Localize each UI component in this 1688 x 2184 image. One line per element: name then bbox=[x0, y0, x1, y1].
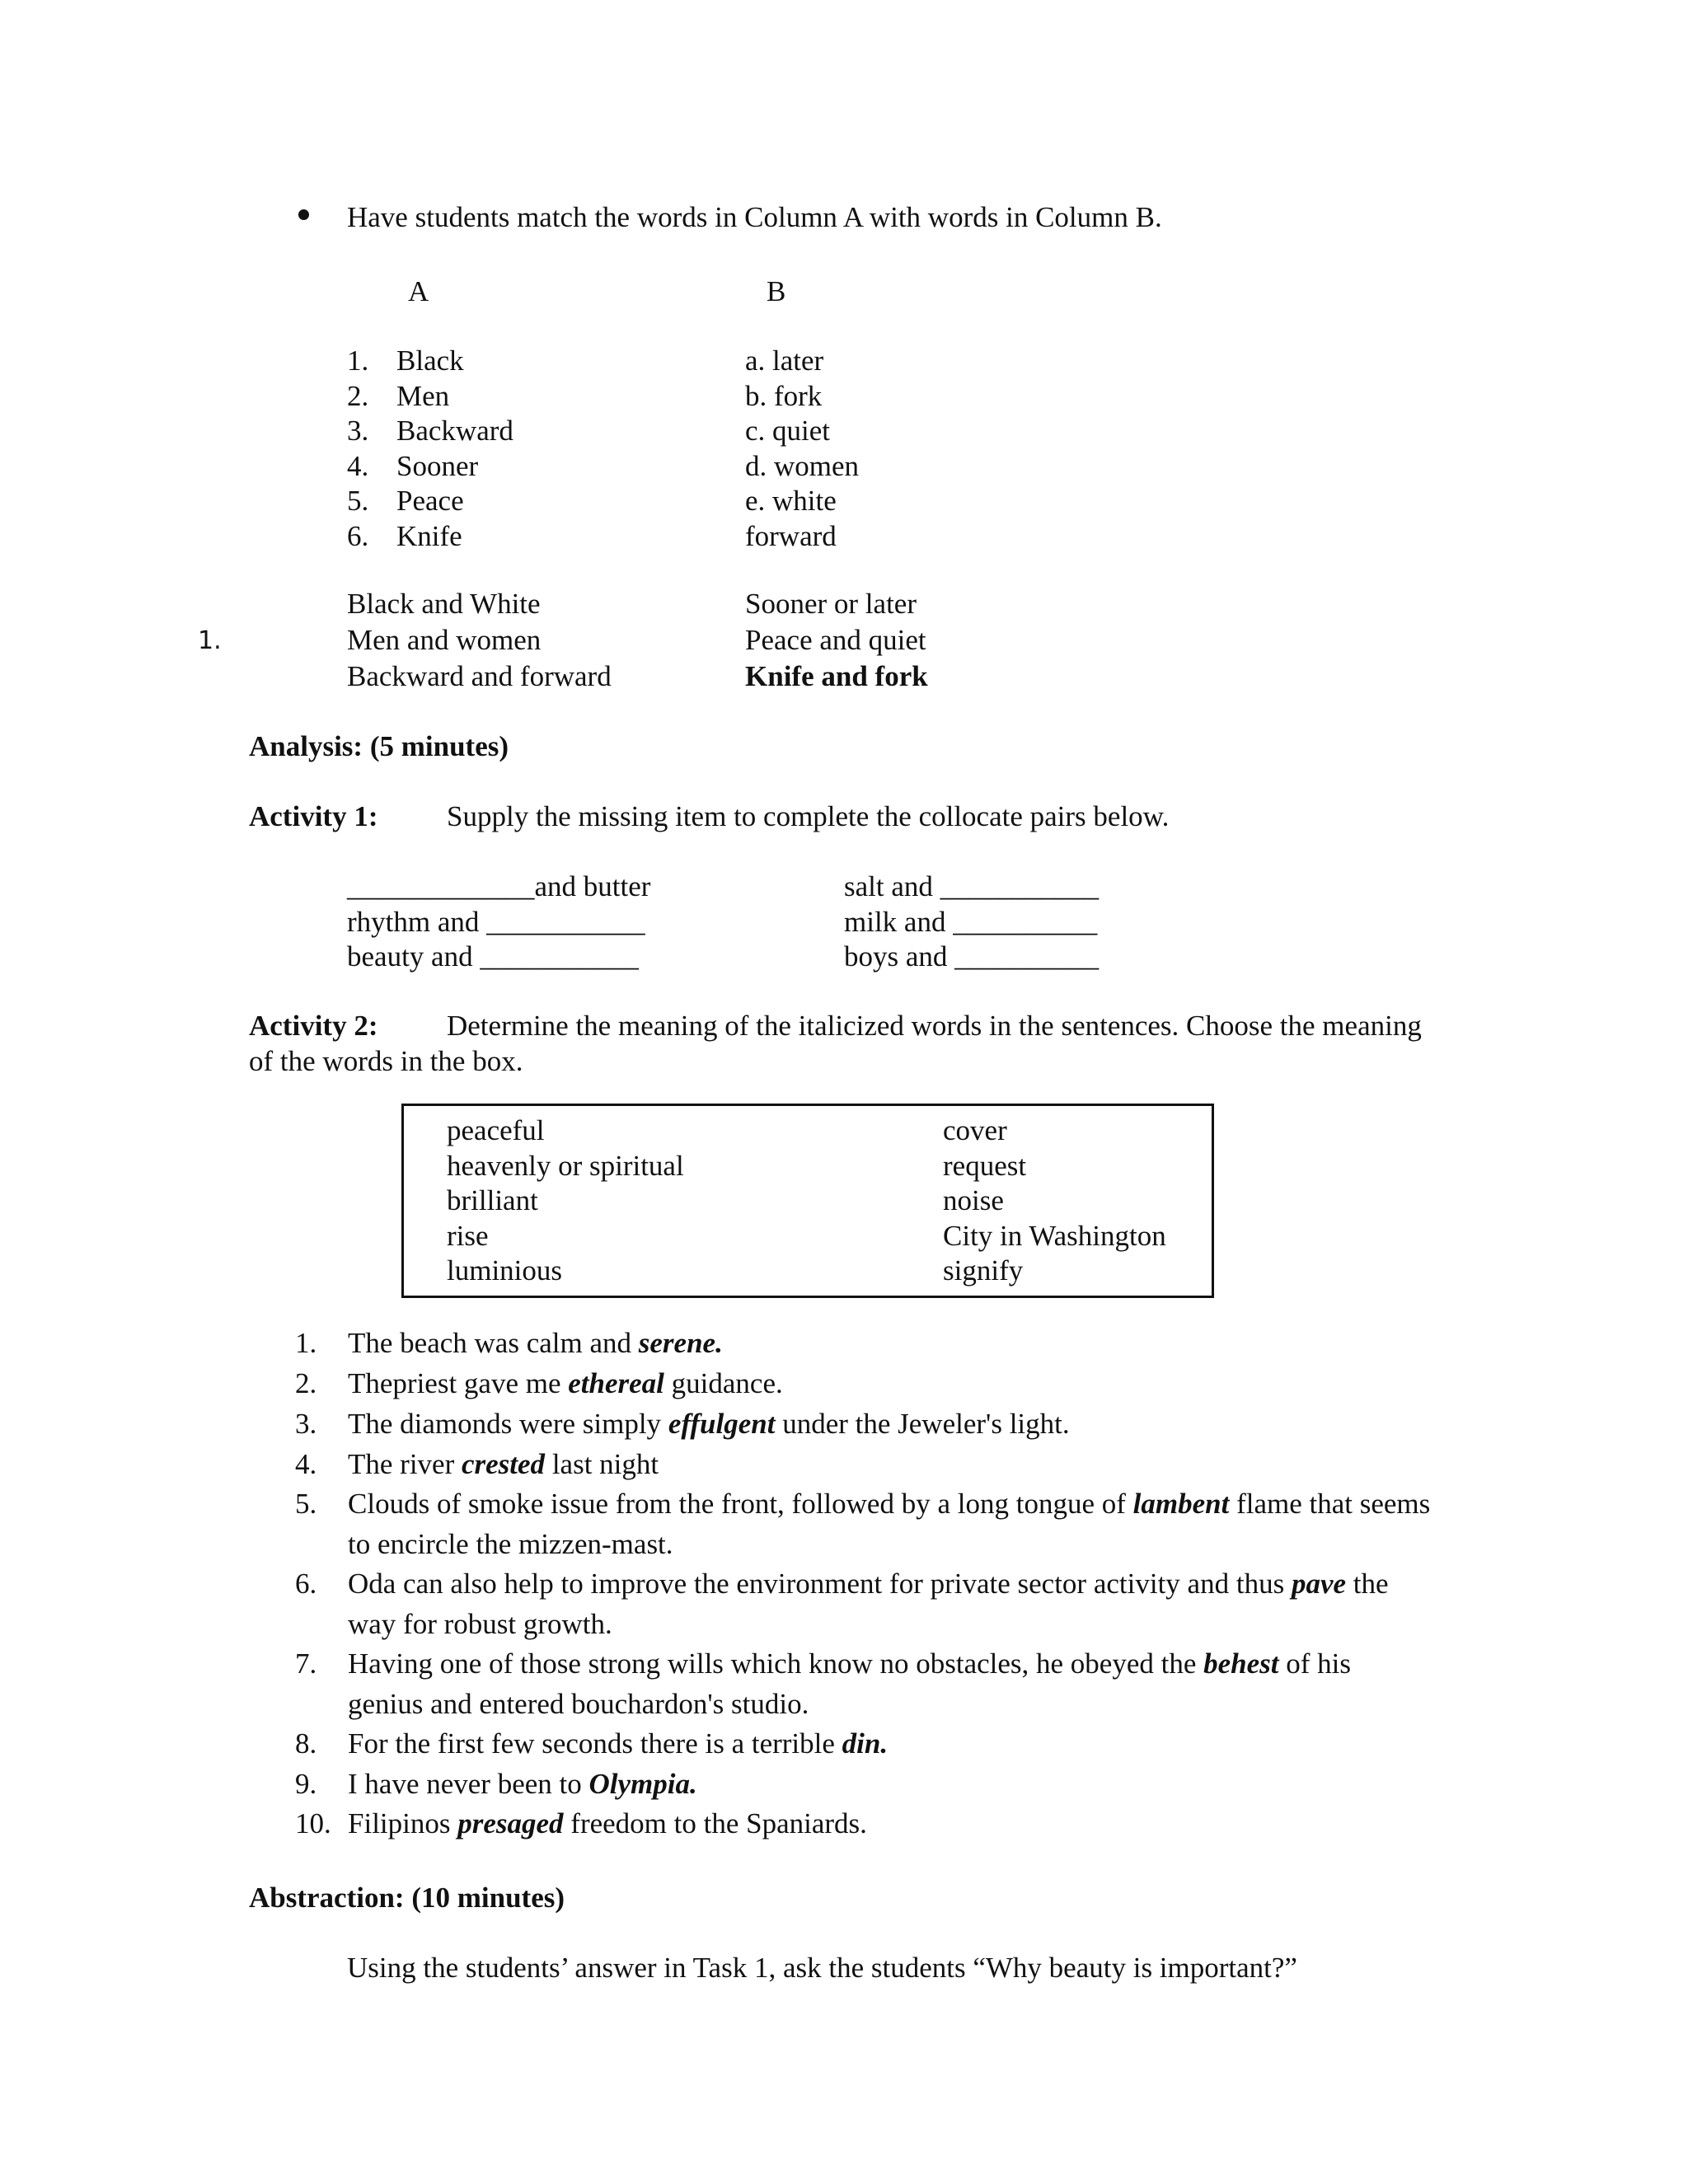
blank-item: beauty and ___________ bbox=[347, 940, 639, 972]
activity1-label: Activity 1: bbox=[249, 800, 378, 832]
answer-item: Peace and quiet bbox=[745, 624, 926, 656]
analysis-heading: Analysis: (5 minutes) bbox=[249, 730, 509, 762]
word-option: cover bbox=[943, 1114, 1007, 1146]
answer-item: Sooner or later bbox=[745, 588, 917, 620]
sentence-item: 2. Thepriest gave me ethereal guidance. bbox=[295, 1367, 783, 1399]
sentence-item: 10. Filipinos presaged freedom to the Spaniards. bbox=[295, 1807, 867, 1840]
word-box-left bbox=[447, 1116, 684, 1291]
answers-left bbox=[347, 589, 612, 698]
list-item: 2. Men bbox=[347, 379, 450, 412]
blank-item: boys and __________ bbox=[844, 940, 1100, 972]
sentence-item: 5. Clouds of smoke issue from the front, followed by a long tongue of lambent flame that seems to encircle the mizzen-mast. bbox=[295, 1488, 1431, 1560]
blank-item: salt and ___________ bbox=[844, 870, 1100, 902]
sentence-item: 1. The beach was calm and serene. bbox=[295, 1327, 723, 1359]
abstraction-heading: Abstraction: (10 minutes) bbox=[249, 1882, 565, 1914]
activity2-text-line2: of the words in the box. bbox=[249, 1045, 523, 1077]
activity1-right bbox=[844, 872, 1099, 977]
list-item: e. white bbox=[745, 485, 837, 517]
list-item: 5. Peace bbox=[347, 485, 464, 517]
answer-item: Black and White bbox=[347, 588, 541, 620]
sentence-item: 4. The river crested last night bbox=[295, 1448, 659, 1480]
sentence-item: 6. Oda can also help to improve the environment for private sector activity and thus pave the way for robust growth. bbox=[295, 1568, 1389, 1640]
sentence-item: 8. For the first few seconds there is a terrible din. bbox=[295, 1727, 889, 1760]
activity2-label: Activity 2: bbox=[249, 1010, 378, 1042]
word-option: peaceful bbox=[447, 1114, 545, 1146]
list-item: d. women bbox=[745, 449, 860, 482]
blank-item: _____________and butter bbox=[347, 870, 651, 902]
word-option: brilliant bbox=[447, 1184, 538, 1216]
word-option: request bbox=[943, 1149, 1027, 1182]
list-item: c. quiet bbox=[745, 415, 831, 447]
activity2-text-line1: Determine the meaning of the italicized words in the sentences. Choose the meaning bbox=[447, 1010, 1422, 1042]
instruction-text: Have students match the words in Column A with words in Column B. bbox=[347, 201, 1162, 233]
sentence-item: 3. The diamonds were simply effulgent under the Jeweler's light. bbox=[295, 1408, 1070, 1440]
column-a-header: A bbox=[408, 275, 429, 307]
word-box-right bbox=[943, 1116, 1166, 1291]
word-option: luminious bbox=[447, 1254, 563, 1286]
word-option: signify bbox=[943, 1254, 1024, 1286]
list-item: 4. Sooner bbox=[347, 449, 479, 482]
list-item: a. later bbox=[745, 344, 824, 377]
list-item: forward bbox=[745, 519, 837, 552]
list-item: b. fork bbox=[745, 379, 823, 412]
list-item: 6. Knife bbox=[347, 519, 462, 552]
sentence-item: 7. Having one of those strong wills which know no obstacles, he obeyed the behest of his genius and entered bouchardon's studio. bbox=[295, 1647, 1352, 1720]
word-option: rise bbox=[447, 1219, 489, 1252]
column-a-list bbox=[347, 346, 513, 556]
word-option: City in Washington bbox=[943, 1219, 1166, 1252]
answer-item: Men and women bbox=[347, 624, 542, 656]
blank-item: milk and __________ bbox=[844, 905, 1098, 938]
blank-item: rhythm and ___________ bbox=[347, 905, 645, 938]
abstraction-text: Using the students’ answer in Task 1, ask the students “Why beauty is important?” bbox=[347, 1952, 1297, 1984]
word-option: heavenly or spiritual bbox=[447, 1149, 684, 1182]
sentence-item: 9. I have never been to Olympia. bbox=[295, 1768, 697, 1800]
list-item: 1. Black bbox=[347, 344, 464, 377]
column-b-header: B bbox=[767, 275, 786, 307]
bullet-icon bbox=[298, 209, 309, 220]
word-option: noise bbox=[943, 1184, 1004, 1216]
answers-right bbox=[745, 589, 928, 698]
column-b-list bbox=[745, 346, 859, 556]
answer-item: Backward and forward bbox=[347, 660, 612, 692]
answer-item: Knife and fork bbox=[745, 660, 928, 692]
list-item: 3. Backward bbox=[347, 415, 513, 447]
activity1-text: Supply the missing item to complete the collocate pairs below. bbox=[447, 800, 1170, 832]
activity1-left bbox=[347, 872, 650, 977]
answers-number: 1. bbox=[198, 626, 222, 655]
